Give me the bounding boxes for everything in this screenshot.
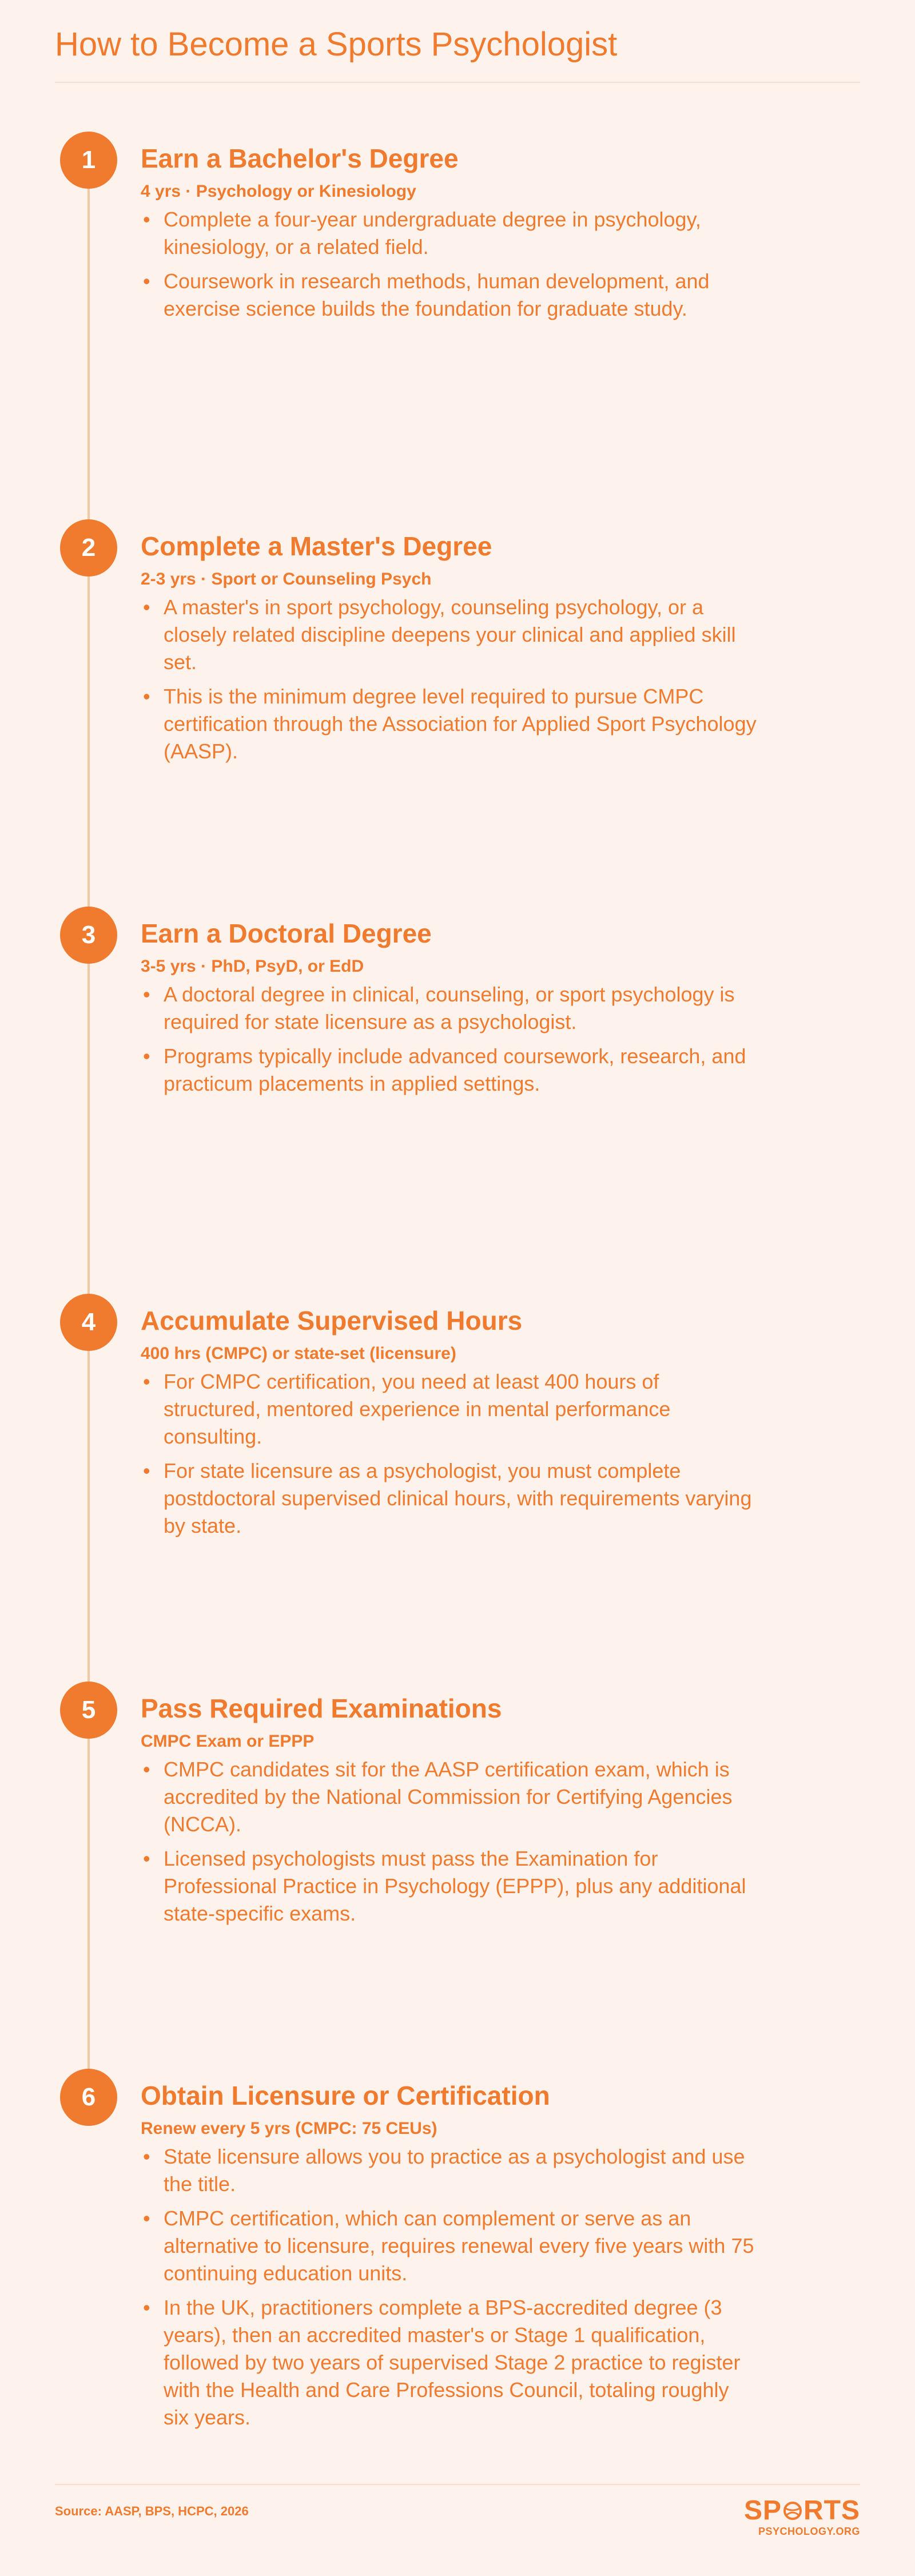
step-bullet-list (141, 1368, 758, 1547)
list-item: • For CMPC certification, you need at least 400 hours of structured, mentored experience in mental performance consulting. (143, 1370, 671, 1448)
list-item: • A master's in sport psychology, counseling psychology, or a closely related discipline deepens your clinical and applied skill set. (143, 595, 736, 674)
step-bullet-list (141, 206, 758, 329)
page-title: How to Become a Sports Psychologist (55, 26, 618, 63)
list-item: • Complete a four-year undergraduate degree in psychology, kinesiology, or a related field. (143, 208, 701, 259)
step-bullet-list (141, 1756, 758, 1934)
list-item: • CMPC certification, which can complement or serve as an alternative to licensure, requires renewal every five years with 75 continuing education units. (143, 2207, 754, 2285)
list-item: • A doctoral degree in clinical, counseling, or sport psychology is required for state licensure as a psychologist. (143, 983, 735, 1033)
step-bullet-list (141, 981, 758, 1104)
logo-domain: PSYCHOLOGY.ORG (758, 2526, 860, 2537)
list-item: • CMPC candidates sit for the AASP certification exam, which is accredited by the National Commission for Certifying Agencies (NCCA). (143, 1758, 733, 1836)
step-number-badge: 5 (60, 1681, 117, 1739)
step-number-badge: 6 (60, 2069, 117, 2126)
step-title: Obtain Licensure or Certification (141, 2081, 550, 2110)
list-item: • Programs typically include advanced coursework, research, and practicum placements in applied settings. (143, 1044, 746, 1095)
step-number-badge: 3 (60, 907, 117, 964)
step-number-badge: 1 (60, 132, 117, 189)
list-item: • State licensure allows you to practice as a psychologist and use the title. (143, 2145, 745, 2196)
step-subtitle: 400 hrs (CMPC) or state-set (licensure) (141, 1344, 456, 1363)
step-subtitle: 4 yrs · Psychology or Kinesiology (141, 182, 416, 201)
sports-ball-icon (782, 2501, 803, 2521)
step-subtitle: Renew every 5 yrs (CMPC: 75 CEUs) (141, 2119, 437, 2138)
step-title: Complete a Master's Degree (141, 531, 492, 561)
step-title: Earn a Doctoral Degree (141, 919, 432, 948)
site-logo[interactable] (744, 2497, 860, 2538)
logo-wordmark: SP RTS (743, 2495, 860, 2526)
step-number-badge: 4 (60, 1294, 117, 1351)
step-title: Earn a Bachelor's Degree (141, 144, 459, 173)
step-title: Accumulate Supervised Hours (141, 1306, 523, 1335)
list-item: • For state licensure as a psychologist, you must complete postdoctoral supervised clinical hours, with requirements varying by state. (143, 1459, 752, 1537)
list-item: • Licensed psychologists must pass the Examination for Professional Practice in Psychology (EPPP), plus any additional state-specific exams. (143, 1847, 746, 1925)
list-item: • In the UK, practitioners complete a BPS-accredited degree (3 years), then an accredited master's or Stage 1 qualification, followed by two years of supervised Stage 2 practice to register with the Health and Care Professions Council, totaling roughly six years. (143, 2296, 741, 2429)
footer-divider (55, 2484, 860, 2485)
step-subtitle: 2-3 yrs · Sport or Counseling Psych (141, 570, 432, 589)
step-bullet-list (141, 594, 758, 772)
list-item: • This is the minimum degree level required to pursue CMPC certification through the Association for Applied Sport Psychology (AASP). (143, 685, 757, 763)
timeline-line (87, 160, 90, 2105)
header-divider (55, 82, 860, 83)
step-bullet-list (141, 2143, 758, 2438)
step-subtitle: 3-5 yrs · PhD, PsyD, or EdD (141, 957, 364, 976)
step-title: Pass Required Examinations (141, 1694, 502, 1723)
source-note: Source: AASP, BPS, HCPC, 2026 (55, 2504, 249, 2518)
step-subtitle: CMPC Exam or EPPP (141, 1732, 315, 1751)
step-number-badge: 2 (60, 519, 117, 577)
list-item: • Coursework in research methods, human development, and exercise science builds the foundation for graduate study. (143, 269, 710, 320)
